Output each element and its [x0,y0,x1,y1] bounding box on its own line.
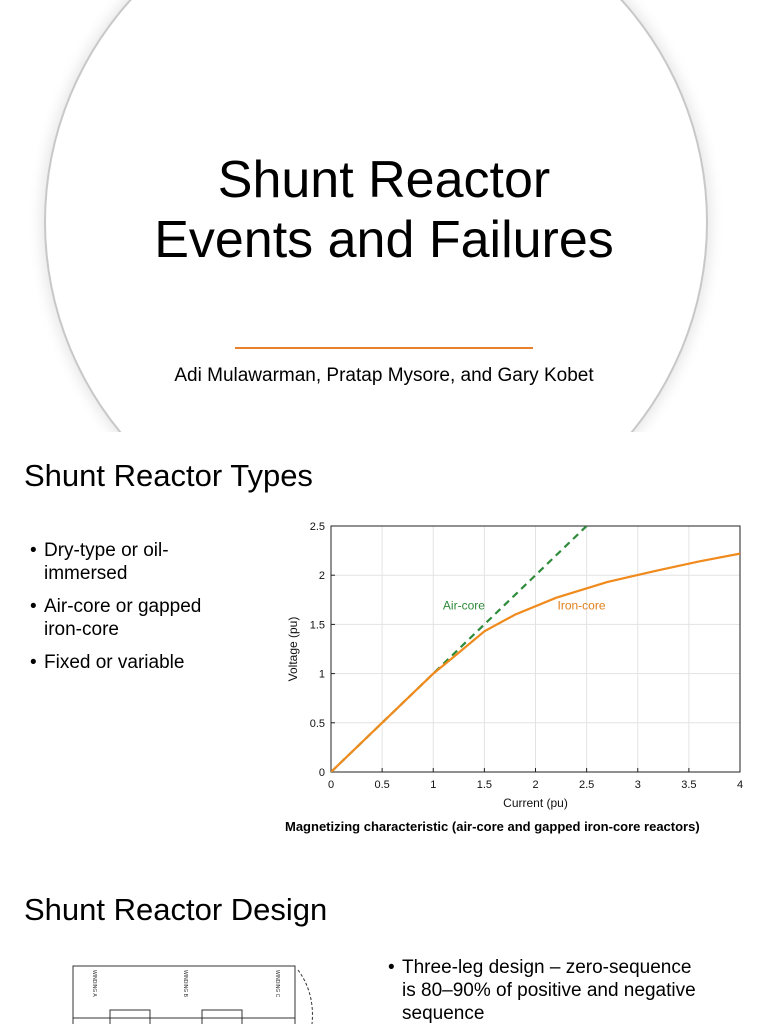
bullet-line: Dry-type or oil- [44,540,169,561]
chart-caption: Magnetizing characteristic (air-core and gapped iron-core reactors) [285,819,700,834]
x-tick-label: 3 [634,779,641,791]
x-tick-label: 2 [532,779,539,791]
title-divider [235,347,533,349]
y-tick-label: 1 [318,668,325,681]
design-bullet-list [388,956,758,1035]
bullet-line: Air-core or gapped [44,596,202,617]
x-tick-label: 1.5 [476,779,493,791]
winding-c-label: WINDING C [274,970,280,998]
series-annotation: Air-core [442,598,485,613]
winding-window [202,1010,242,1024]
magnetizing-chart [270,516,750,816]
bullet-line: immersed [44,563,128,584]
title-slide [0,0,768,432]
bullet-line: Three-leg design – zero-sequence [402,957,692,978]
y-tick-label: 2 [318,570,325,583]
bullet-line: Fixed or variable [44,652,185,673]
slide-gap [0,432,768,442]
bullet-line: iron-core [44,619,119,640]
x-tick-label: 4 [736,779,744,791]
three-leg-core-diagram [40,958,340,1024]
title-line-2: Events and Failures [154,211,614,269]
bullet-item: • Three-leg design – zero-sequence is 80–90% of positive and negative sequence [388,956,758,1025]
design-heading: Shunt Reactor Design [24,892,328,927]
types-heading: Shunt Reactor Types [24,458,313,493]
y-axis-label: Voltage (pu) [286,616,300,682]
x-tick-label: 0.5 [374,779,390,791]
y-tick-label: 0 [318,767,325,779]
x-tick-label: 1 [430,779,437,791]
y-tick-label: 0.5 [309,717,325,730]
types-bullet-list [30,539,260,684]
winding-b-label: WINDING B [182,970,188,997]
slide-title [0,150,768,270]
series-annotation: Iron-core [557,598,606,613]
bullet-item: • Dry-type or oil- immersed [30,539,260,585]
bullet-line: is 80–90% of positive and negative [402,980,696,1001]
authors: Adi Mulawarman, Pratap Mysore, and Gary Kobet [174,365,594,386]
chart-svg [270,516,750,816]
x-axis-label: Current (pu) [503,796,568,810]
winding-window [110,1010,150,1024]
bullet-item: • Air-core or gapped iron-core [30,595,260,641]
bullet-item: • Fixed or variable [30,651,260,674]
x-tick-label: 3.5 [681,779,697,791]
y-tick-label: 2.5 [309,521,325,533]
flux-path [298,970,312,1024]
x-tick-label: 2.5 [578,779,595,791]
x-tick-label: 0 [327,779,335,791]
y-tick-label: 1.5 [309,619,325,632]
bullet-line: sequence [402,1003,485,1024]
title-line-1: Shunt Reactor [217,151,551,209]
winding-a-label: WINDING A [91,970,97,997]
